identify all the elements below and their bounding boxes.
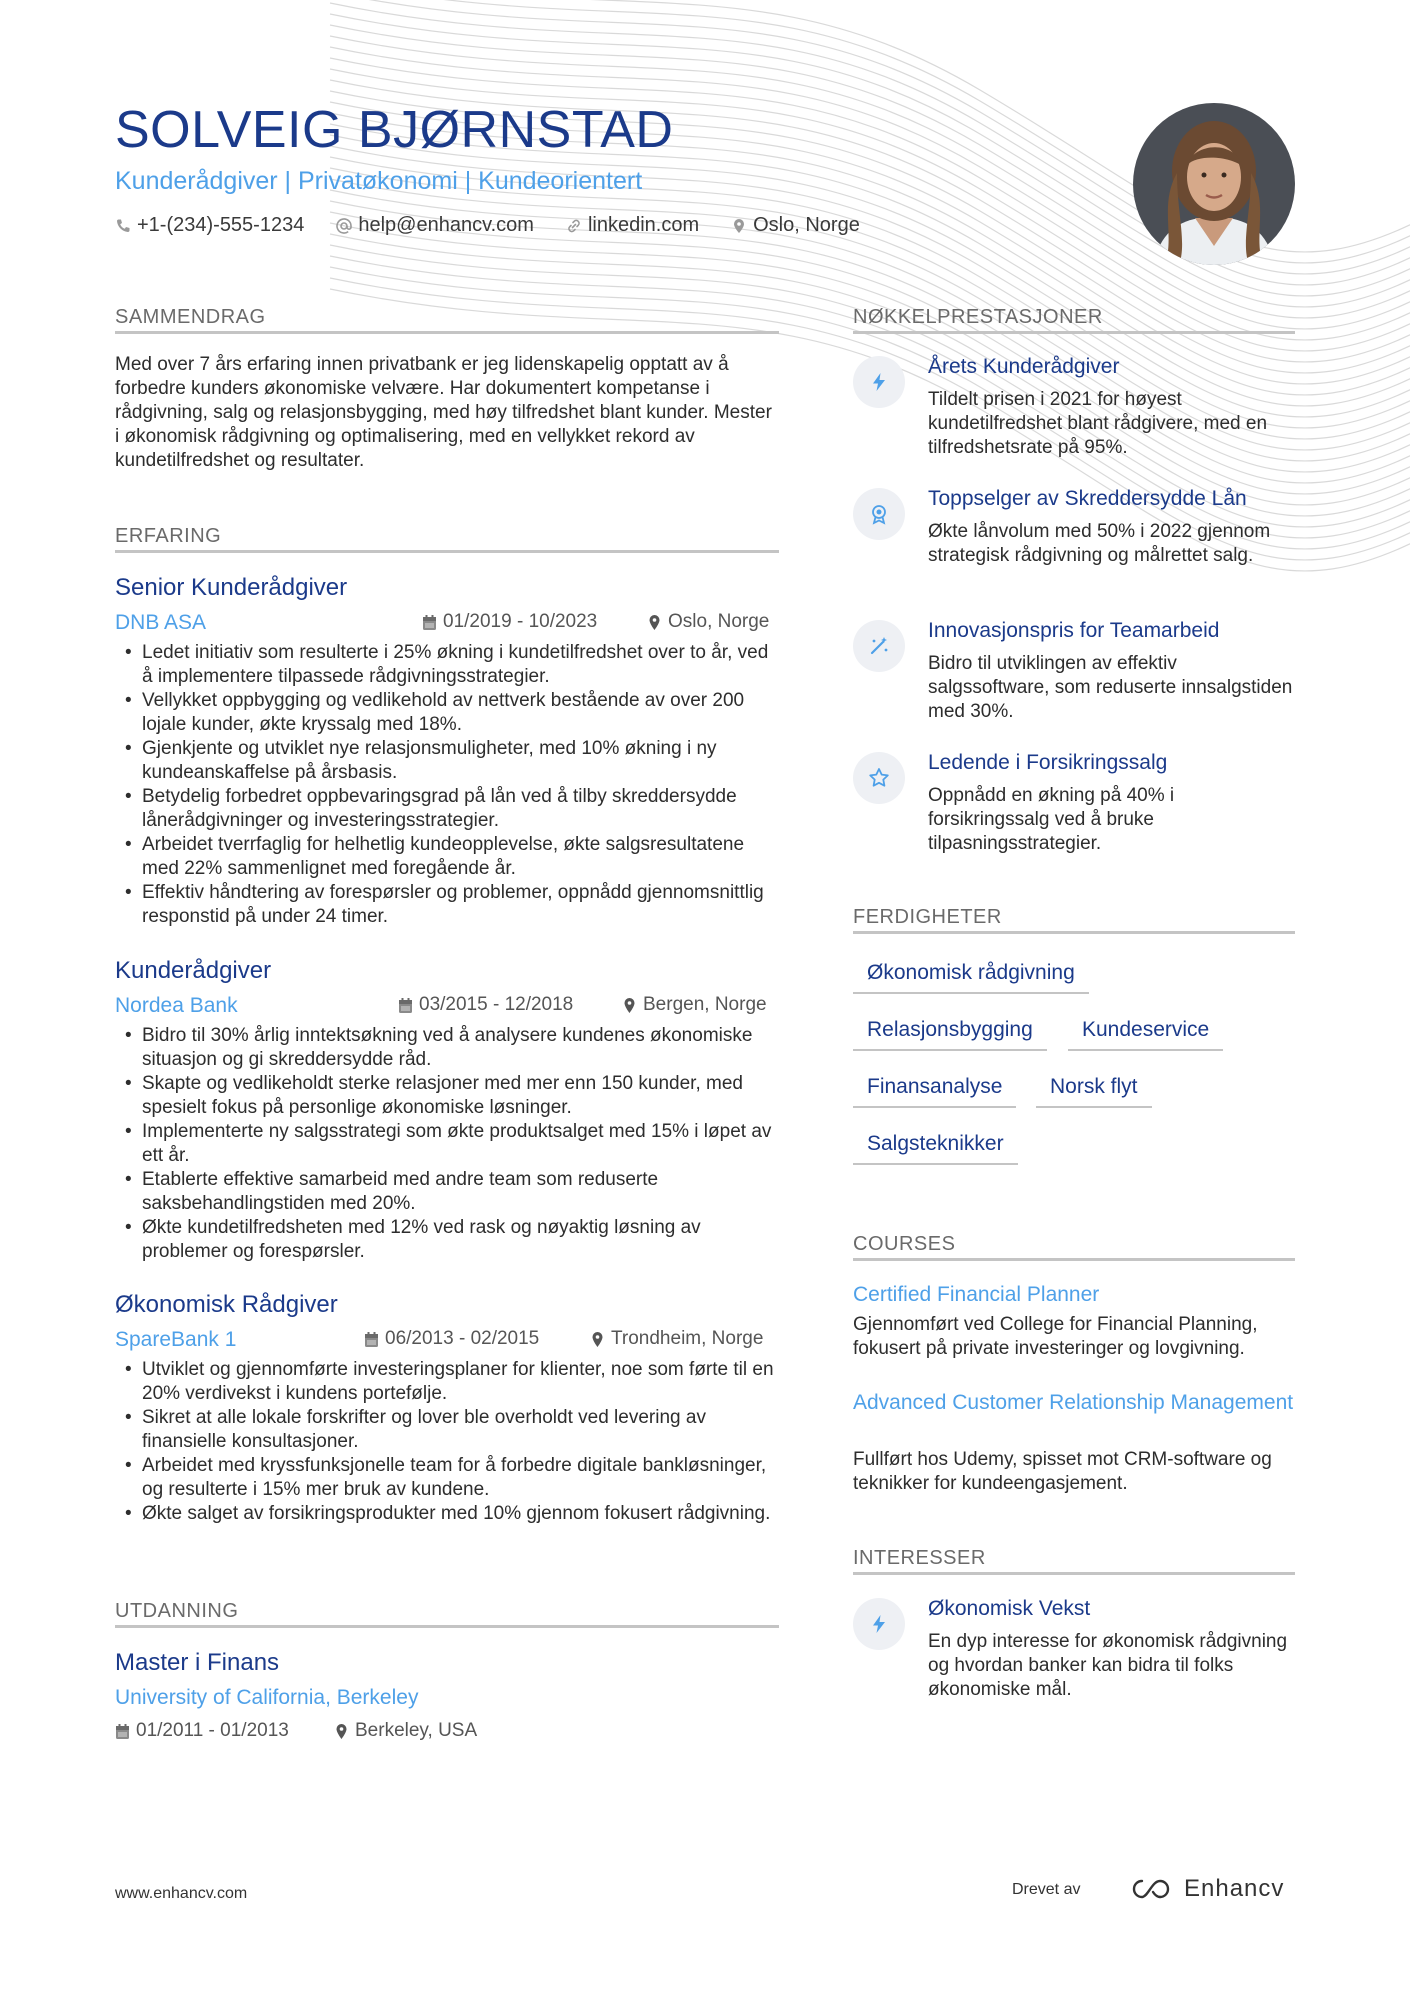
experience-section-title: ERFARING xyxy=(115,525,222,547)
interest-title-1: Økonomisk Vekst xyxy=(928,1597,1091,1620)
award-icon xyxy=(868,503,890,525)
job-bullet: • Gjenkjente og utviklet nye relasjonsmuligheter, med 10% økning i ny kundeanskaffelse på årsbasis. xyxy=(115,737,779,785)
contact-linkedin[interactable] xyxy=(566,214,699,237)
course-desc-2: Fullført hos Udemy, spisset mot CRM-software og teknikker for kundeengasjement. xyxy=(853,1449,1272,1494)
achievement-title-2: Toppselger av Skreddersydde Lån xyxy=(928,487,1247,510)
courses-section-title: COURSES xyxy=(853,1233,956,1255)
skill-tag: Relasjonsbygging xyxy=(853,1015,1047,1051)
job-location-2 xyxy=(622,994,767,1016)
job-bullet: • Økte salget av forsikringsprodukter med 10% gjennom fokusert rådgivning. xyxy=(115,1502,779,1526)
achievement-title-4: Ledende i Forsikringssalg xyxy=(928,751,1168,774)
job-bullet: • Betydelig forbedret oppbevaringsgrad på lån ved å tilby skreddersydde lånerådgivninger og investeringsstrategier. xyxy=(115,785,779,833)
calendar-icon xyxy=(398,997,413,1014)
job-dates-1 xyxy=(422,611,597,633)
job-dates-3 xyxy=(364,1328,539,1350)
achievement-title-3: Innovasjonspris for Teamarbeid xyxy=(928,619,1220,642)
achievement-icon-3 xyxy=(853,620,905,672)
candidate-headline: Kunderådgiver | Privatøkonomi | Kundeorientert xyxy=(115,167,643,195)
contact-email[interactable] xyxy=(336,214,534,237)
at-icon xyxy=(336,218,352,234)
map-pin-icon xyxy=(647,614,662,631)
powered-by-label: Drevet av xyxy=(1012,1881,1081,1898)
map-pin-icon xyxy=(622,997,637,1014)
courses-divider xyxy=(853,1258,1295,1261)
job-location-text-2: Bergen, Norge xyxy=(643,994,767,1015)
job-title-3: Økonomisk Rådgiver xyxy=(115,1291,338,1318)
interest-desc-1: En dyp interesse for økonomisk rådgivning og hvordan banker kan bidra til folks økonomiske mål. xyxy=(928,1631,1288,1700)
job-bullet: • Effektiv håndtering av forespørsler og problemer, oppnådd gjennomsnittlig responstid på under 24 timer. xyxy=(115,881,779,929)
company-3: SpareBank 1 xyxy=(115,1328,237,1351)
education-dates-text: 01/2011 - 01/2013 xyxy=(136,1720,289,1741)
achievement-desc-1: Tildelt prisen i 2021 for høyest kundetilfredshet blant rådgivere, med en tilfredshetsrate på 95%. xyxy=(928,389,1268,458)
achievement-icon-1 xyxy=(853,356,905,408)
skills-section-title: FERDIGHETER xyxy=(853,906,1002,928)
calendar-icon xyxy=(115,1723,130,1740)
phone-text: +1-(234)-555-1234 xyxy=(137,214,305,236)
brand-name: Enhancv xyxy=(1184,1875,1285,1902)
interests-divider xyxy=(853,1572,1295,1575)
profile-photo xyxy=(1133,103,1295,265)
course-title-2: Advanced Customer Relationship Management xyxy=(853,1391,1294,1414)
contact-phone[interactable] xyxy=(115,214,304,237)
map-pin-icon xyxy=(334,1723,349,1740)
achievement-desc-3: Bidro til utviklingen av effektiv salgssoftware, som reduserte innsalgstiden med 30%. xyxy=(928,653,1293,722)
job-bullet: • Skapte og vedlikeholdt sterke relasjoner med mer enn 150 kunder, med spesielt fokus på personlige økonomiske løsninger. xyxy=(115,1072,779,1120)
map-pin-icon xyxy=(731,218,747,234)
job-bullet: • Arbeidet med kryssfunksjonelle team for å forbedre digitale bankløsninger, og resulterte i 15% mer bruk av kundene. xyxy=(115,1454,779,1502)
achievements-divider xyxy=(853,331,1295,334)
job-bullet: • Utviklet og gjennomførte investeringsplaner for klienter, noe som førte til en 20% verdivekst i kundens portefølje. xyxy=(115,1358,779,1406)
education-divider xyxy=(115,1625,779,1628)
skill-tag: Økonomisk rådgivning xyxy=(853,958,1089,994)
star-icon xyxy=(868,767,890,789)
achievement-desc-2: Økte lånvolum med 50% i 2022 gjennom strategisk rådgivning og målrettet salg. xyxy=(928,521,1271,566)
enhancv-logo[interactable] xyxy=(1130,1875,1284,1903)
interests-section-title: INTERESSER xyxy=(853,1547,986,1569)
education-location-text: Berkeley, USA xyxy=(355,1720,478,1741)
degree-title: Master i Finans xyxy=(115,1649,280,1676)
job-bullet: • Implementerte ny salgsstrategi som økte produktsalget med 15% i løpet av ett år. xyxy=(115,1120,779,1168)
education-dates xyxy=(115,1720,289,1742)
job-title-2: Kunderådgiver xyxy=(115,957,272,984)
linkedin-text: linkedin.com xyxy=(587,214,700,236)
footer-url[interactable]: www.enhancv.com xyxy=(115,1885,248,1902)
company-1: DNB ASA xyxy=(115,611,207,634)
skills-divider xyxy=(853,931,1295,934)
job-location-3 xyxy=(590,1328,763,1350)
contact-bar xyxy=(115,214,860,237)
job-location-1 xyxy=(647,611,769,633)
job-bullet: • Arbeidet tverrfaglig for helhetlig kundeopplevelse, økte salgsresultatene med 22% sammenlignet med foregående år. xyxy=(115,833,779,881)
job-bullets-2 xyxy=(115,1024,779,1264)
achievements-section-title: NØKKELPRESTASJONER xyxy=(853,306,1103,328)
calendar-icon xyxy=(422,614,437,631)
education-location xyxy=(334,1720,477,1742)
achievement-desc-4: Oppnådd en økning på 40% i forsikringssalg ved å bruke tilpasningsstrategier. xyxy=(928,785,1175,854)
location-text: Oslo, Norge xyxy=(753,214,860,236)
course-title-1: Certified Financial Planner xyxy=(853,1283,1100,1306)
calendar-icon xyxy=(364,1331,379,1348)
company-2: Nordea Bank xyxy=(115,994,238,1017)
school-name: University of California, Berkeley xyxy=(115,1686,419,1709)
job-location-text-1: Oslo, Norge xyxy=(668,611,770,632)
link-icon xyxy=(566,218,582,234)
job-bullets-1 xyxy=(115,641,779,929)
infinity-logo-icon xyxy=(1130,1877,1176,1901)
job-bullet: • Ledet initiativ som resulterte i 25% økning i kundetilfredshet over to år, ved å implementere tilpassede rådgivningsstrategier. xyxy=(115,641,779,689)
summary-section-title: SAMMENDRAG xyxy=(115,306,266,328)
job-bullet: • Etablerte effektive samarbeid med andre team som reduserte saksbehandlingstiden med 20%. xyxy=(115,1168,779,1216)
job-bullet: • Økte kundetilfredsheten med 12% ved rask og nøyaktig løsning av problemer og forespørsler. xyxy=(115,1216,779,1264)
job-dates-2 xyxy=(398,994,573,1016)
education-section-title: UTDANNING xyxy=(115,1600,239,1622)
bolt-icon xyxy=(868,371,890,393)
achievement-icon-2 xyxy=(853,488,905,540)
job-location-text-3: Trondheim, Norge xyxy=(611,1328,764,1349)
skill-tag: Norsk flyt xyxy=(1036,1072,1152,1108)
job-dates-text-3: 06/2013 - 02/2015 xyxy=(385,1328,540,1349)
job-dates-text-2: 03/2015 - 12/2018 xyxy=(419,994,574,1015)
interest-icon-1 xyxy=(853,1598,905,1650)
achievement-icon-4 xyxy=(853,752,905,804)
job-bullet: • Sikret at alle lokale forskrifter og lover ble overholdt ved levering av finansielle konsultasjoner. xyxy=(115,1406,779,1454)
bolt-icon xyxy=(868,1613,890,1635)
job-bullets-3 xyxy=(115,1358,779,1526)
email-text: help@enhancv.com xyxy=(358,214,534,236)
magic-icon xyxy=(868,635,890,657)
skill-tag: Kundeservice xyxy=(1068,1015,1223,1051)
phone-icon xyxy=(115,218,131,234)
summary-divider xyxy=(115,331,779,334)
skill-tag: Salgsteknikker xyxy=(853,1129,1018,1165)
contact-location xyxy=(731,214,860,237)
summary-text: Med over 7 års erfaring innen privatbank er jeg lidenskapelig opptatt av å forbedre kunders økonomiske velvære. Har dokumentert kompetanse i rådgivning, salg og relasjonsbygging, med høy tilfredshet blant kunder. Mester i økonomisk rådgivning og optimalisering, med en vellykket rekord av kundetilfredshet og resultater. xyxy=(115,354,772,471)
job-dates-text-1: 01/2019 - 10/2023 xyxy=(443,611,598,632)
map-pin-icon xyxy=(590,1331,605,1348)
job-bullet: • Vellykket oppbygging og vedlikehold av nettverk bestående av over 200 lojale kunder, økte kryssalg med 18%. xyxy=(115,689,779,737)
experience-divider xyxy=(115,550,779,553)
course-desc-1: Gjennomført ved College for Financial Planning, fokusert på private investeringer og lovgivning. xyxy=(853,1314,1258,1359)
job-bullet: • Bidro til 30% årlig inntektsøkning ved å analysere kundenes økonomiske situasjon og gi skreddersydde råd. xyxy=(115,1024,779,1072)
job-title-1: Senior Kunderådgiver xyxy=(115,574,348,601)
skill-tag: Finansanalyse xyxy=(853,1072,1016,1108)
achievement-title-1: Årets Kunderådgiver xyxy=(928,355,1120,378)
candidate-name: SOLVEIG BJØRNSTAD xyxy=(115,101,674,159)
